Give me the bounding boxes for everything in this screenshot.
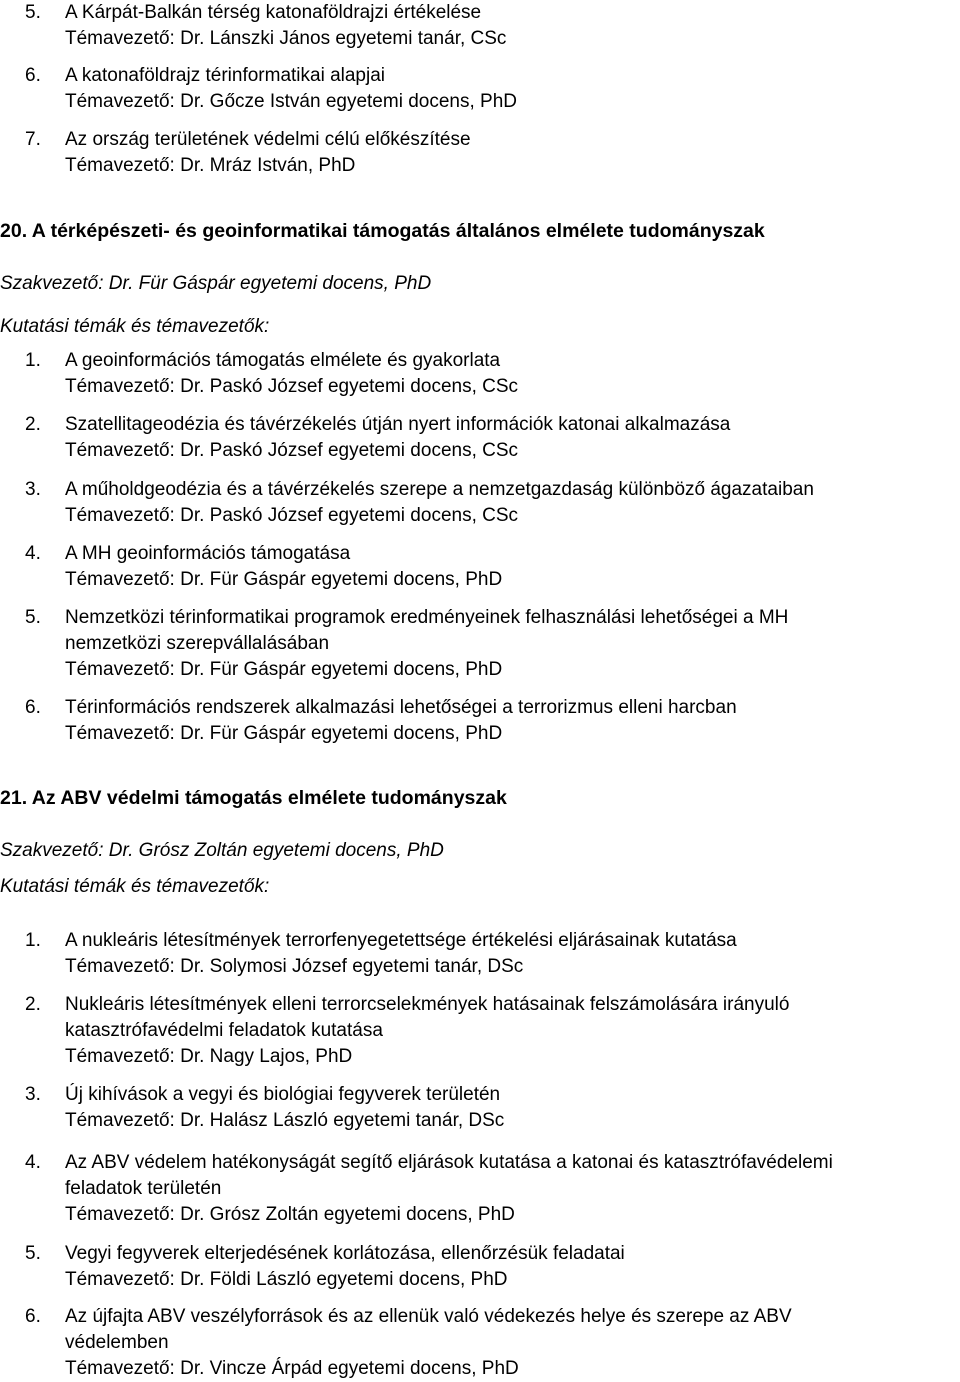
section-leader: Szakvezető: Dr. Grósz Zoltán egyetemi docens, PhD bbox=[0, 840, 444, 861]
section-heading: 20. A térképészeti- és geoinformatikai támogatás általános elmélete tudományszak bbox=[0, 220, 765, 242]
item-title: Vegyi fegyverek elterjedésének korlátozása, ellenőrzésük feladatai bbox=[65, 1243, 625, 1264]
item-title: A Kárpát-Balkán térség katonaföldrajzi értékelése bbox=[65, 2, 482, 23]
item-number: 4. bbox=[25, 543, 41, 564]
item-title: Az ABV védelem hatékonyságát segítő eljárások kutatása a katonai és katasztrófavédelemi bbox=[65, 1152, 833, 1173]
item-supervisor: Témavezető: Dr. Halász László egyetemi tanár, DSc bbox=[65, 1110, 505, 1131]
item-number: 6. bbox=[25, 697, 41, 718]
item-title: A műholdgeodézia és a távérzékelés szerepe a nemzetgazdaság különböző ágazataiban bbox=[65, 479, 814, 500]
item-number: 1. bbox=[25, 930, 41, 951]
item-supervisor: Témavezető: Dr. Für Gáspár egyetemi docens, PhD bbox=[65, 659, 503, 680]
item-supervisor: Témavezető: Dr. Földi László egyetemi docens, PhD bbox=[65, 1269, 508, 1290]
item-supervisor: Témavezető: Dr. Nagy Lajos, PhD bbox=[65, 1046, 353, 1067]
topics-label: Kutatási témák és témavezetők: bbox=[0, 876, 270, 897]
item-number: 3. bbox=[25, 1084, 41, 1105]
item-title: Térinformációs rendszerek alkalmazási lehetőségei a terrorizmus elleni harcban bbox=[65, 697, 737, 718]
item-supervisor: Témavezető: Dr. Lánszki János egyetemi tanár, CSc bbox=[65, 28, 507, 49]
item-number: 3. bbox=[25, 479, 41, 500]
item-supervisor: Témavezető: Dr. Solymosi József egyetemi tanár, DSc bbox=[65, 956, 524, 977]
item-supervisor: Témavezető: Dr. Für Gáspár egyetemi docens, PhD bbox=[65, 723, 503, 744]
item-supervisor: Témavezető: Dr. Für Gáspár egyetemi docens, PhD bbox=[65, 569, 503, 590]
item-title: A MH geoinformációs támogatása bbox=[65, 543, 351, 564]
item-title: Új kihívások a vegyi és biológiai fegyverek területén bbox=[65, 1084, 501, 1105]
item-title: Az ország területének védelmi célú előkészítése bbox=[65, 129, 471, 150]
item-title: Nukleáris létesítmények elleni terrorcselekmények hatásainak felszámolására irányuló bbox=[65, 994, 790, 1015]
item-title-continued: katasztrófavédelmi feladatok kutatása bbox=[65, 1020, 383, 1041]
section-heading: 21. Az ABV védelmi támogatás elmélete tudományszak bbox=[0, 787, 507, 809]
item-supervisor: Témavezető: Dr. Vincze Árpád egyetemi docens, PhD bbox=[65, 1358, 519, 1379]
item-number: 2. bbox=[25, 414, 41, 435]
item-number: 5. bbox=[25, 607, 41, 628]
item-title: Nemzetközi térinformatikai programok eredményeinek felhasználási lehetőségei a MH bbox=[65, 607, 789, 628]
item-supervisor: Témavezető: Dr. Paskó József egyetemi docens, CSc bbox=[65, 440, 519, 461]
item-number: 2. bbox=[25, 994, 41, 1015]
item-title-continued: nemzetközi szerepvállalásában bbox=[65, 633, 330, 654]
item-number: 5. bbox=[25, 2, 41, 23]
item-title: A nukleáris létesítmények terrorfenyegetettsége értékelési eljárásainak kutatása bbox=[65, 930, 737, 951]
item-number: 4. bbox=[25, 1152, 41, 1173]
item-supervisor: Témavezető: Dr. Gőcze István egyetemi docens, PhD bbox=[65, 91, 517, 112]
section-leader: Szakvezető: Dr. Für Gáspár egyetemi docens, PhD bbox=[0, 273, 432, 294]
item-supervisor: Témavezető: Dr. Paskó József egyetemi docens, CSc bbox=[65, 376, 519, 397]
item-title: Szatellitageodézia és távérzékelés útján nyert információk katonai alkalmazása bbox=[65, 414, 731, 435]
item-supervisor: Témavezető: Dr. Grósz Zoltán egyetemi docens, PhD bbox=[65, 1204, 515, 1225]
item-title: A geoinformációs támogatás elmélete és gyakorlata bbox=[65, 350, 501, 371]
item-number: 7. bbox=[25, 129, 41, 150]
item-title: A katonaföldrajz térinformatikai alapjai bbox=[65, 65, 386, 86]
item-number: 6. bbox=[25, 65, 41, 86]
topics-label: Kutatási témák és témavezetők: bbox=[0, 316, 270, 337]
item-title: Az újfajta ABV veszélyforrások és az ellenük való védekezés helye és szerepe az ABV bbox=[65, 1306, 792, 1327]
item-number: 1. bbox=[25, 350, 41, 371]
item-supervisor: Témavezető: Dr. Paskó József egyetemi docens, CSc bbox=[65, 505, 519, 526]
item-title-continued: védelemben bbox=[65, 1332, 169, 1353]
item-supervisor: Témavezető: Dr. Mráz István, PhD bbox=[65, 155, 356, 176]
item-number: 6. bbox=[25, 1306, 41, 1327]
item-number: 5. bbox=[25, 1243, 41, 1264]
item-title-continued: feladatok területén bbox=[65, 1178, 222, 1199]
